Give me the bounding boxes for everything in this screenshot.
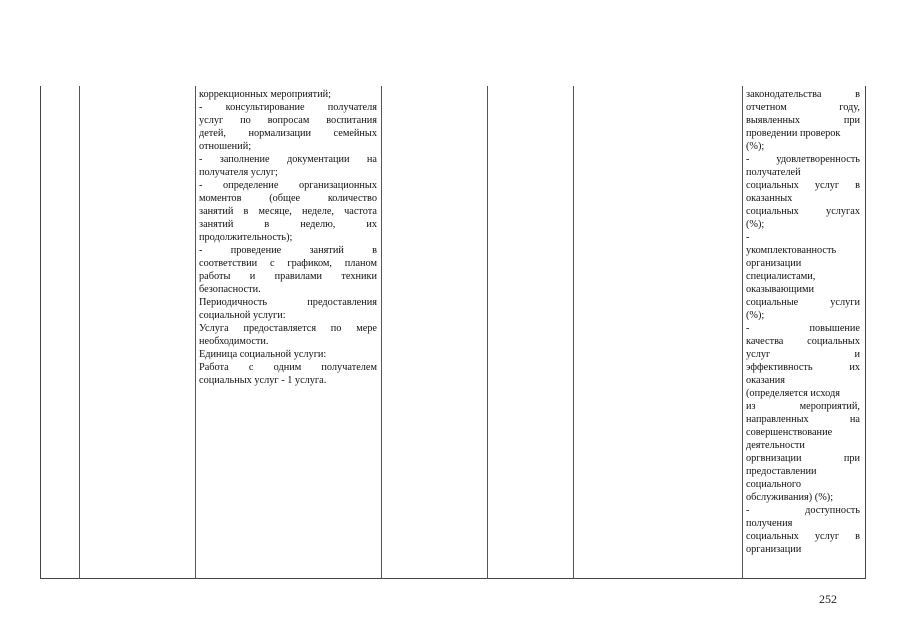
- text-line: безопасности.: [199, 284, 261, 295]
- text-line: Услуга предоставляется по мере: [199, 323, 377, 334]
- column-divider: [573, 86, 574, 579]
- column-divider: [79, 86, 80, 579]
- text-line: специалистами,: [746, 271, 816, 282]
- text-line: (%);: [746, 310, 765, 321]
- text-line: оргвнизации при: [746, 453, 860, 464]
- text-line: получателей: [746, 167, 801, 178]
- text-line: работы и правилами техники: [199, 271, 377, 282]
- text-line: (определяется исходя: [746, 388, 840, 399]
- text-line: укомплектованность: [746, 245, 837, 256]
- text-line: - доступность: [746, 505, 860, 516]
- text-line: необходимости.: [199, 336, 269, 347]
- text-line: коррекционных мероприятий;: [199, 89, 331, 100]
- text-line: услуг по вопросам воспитания: [199, 115, 377, 126]
- column-divider: [195, 86, 196, 579]
- text-line: занятий в неделю, их: [199, 219, 377, 230]
- text-line: Единица социальной услуги:: [199, 349, 327, 360]
- text-line: детей, нормализации семейных: [199, 128, 377, 139]
- text-line: выявленных при: [746, 115, 860, 126]
- text-line: организации: [746, 544, 802, 555]
- text-line: деятельности: [746, 440, 805, 451]
- text-line: - проведение занятий в: [199, 245, 377, 256]
- text-line: -: [746, 232, 750, 243]
- text-line: социальных услуг - 1 услуга.: [199, 375, 327, 386]
- text-line: получателя услуг;: [199, 167, 278, 178]
- page-number: 252: [819, 592, 837, 606]
- text-line: оказанных: [746, 193, 793, 204]
- text-line: продолжительность);: [199, 232, 293, 243]
- text-line: социальных услуг в: [746, 531, 860, 542]
- column-divider: [742, 86, 743, 579]
- text-line: Работа с одним получателем: [199, 362, 377, 373]
- text-line: обслуживания) (%);: [746, 492, 834, 503]
- column-divider: [381, 86, 382, 579]
- text-line: качества социальных: [746, 336, 860, 347]
- text-line: - удовлетворенность: [746, 154, 860, 165]
- text-line: - консультирование получателя: [199, 102, 377, 113]
- text-line: получения: [746, 518, 793, 529]
- text-line: оказания: [746, 375, 785, 386]
- text-line: проведении проверок: [746, 128, 841, 139]
- text-line: услуг и: [746, 349, 860, 360]
- text-line: - определение организационных: [199, 180, 377, 191]
- text-line: организации: [746, 258, 802, 269]
- text-line: занятий в месяце, неделе, частота: [199, 206, 377, 217]
- services-description-cell: [199, 88, 377, 387]
- text-line: (%);: [746, 141, 765, 152]
- quality-indicators-cell: [746, 88, 860, 556]
- text-line: социальных услугах: [746, 206, 860, 217]
- text-line: социальных услуг в: [746, 180, 860, 191]
- text-line: отчетном году,: [746, 102, 860, 113]
- text-line: социальной услуги:: [199, 310, 286, 321]
- text-line: моментов (общее количество: [199, 193, 377, 204]
- text-line: (%);: [746, 219, 765, 230]
- text-line: оказывающими: [746, 284, 815, 295]
- text-line: эффективность их: [746, 362, 860, 373]
- column-divider: [487, 86, 488, 579]
- text-line: соответствии с графиком, планом: [199, 258, 377, 269]
- text-line: Периодичность предоставления: [199, 297, 377, 308]
- text-line: совершенствование: [746, 427, 833, 438]
- text-line: социального: [746, 479, 802, 490]
- text-line: из мероприятий,: [746, 401, 860, 412]
- text-line: предоставлении: [746, 466, 817, 477]
- text-line: - повышение: [746, 323, 860, 334]
- text-line: социальные услуги: [746, 297, 860, 308]
- text-line: законодательства в: [746, 89, 860, 100]
- text-line: - заполнение документации на: [199, 154, 377, 165]
- text-line: отношений;: [199, 141, 252, 152]
- text-line: направленных на: [746, 414, 860, 425]
